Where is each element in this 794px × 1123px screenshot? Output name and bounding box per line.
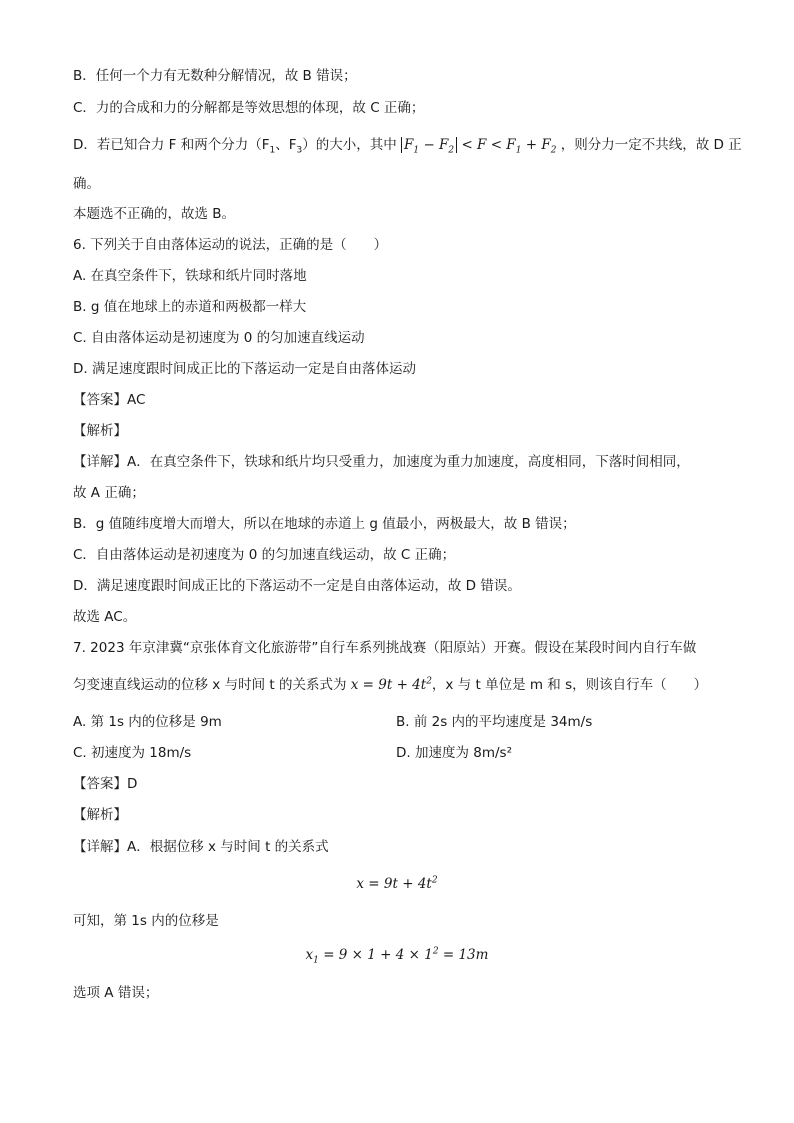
- text-line: 本题选不正确的，故选 B。: [73, 206, 236, 222]
- question-7-cont: 匀变速直线运动的位移 x 与时间 t 的关系式为 $x = 9t + 4t^2$，x 与 t 单位是 m 和 s，则该自行车（ ）: [73, 676, 708, 693]
- answer-label: 【答案】AC: [73, 392, 146, 408]
- text-segment: D．若已知合力 F 和两个分力（F: [73, 137, 270, 153]
- detail-text: C．自由落体运动是初速度为 0 的匀加速直线运动，故 C 正确；: [73, 547, 456, 563]
- analysis-label: 【解析】: [73, 423, 127, 439]
- detail-text: 【详解】A．根据位移 x 与时间 t 的关系式: [73, 839, 329, 855]
- detail-text: D．满足速度跟时间成正比的下落运动不一定是自由落体运动，故 D 错误。: [73, 578, 521, 594]
- analysis-label: 【解析】: [73, 807, 127, 823]
- option-d: D. 满足速度跟时间成正比的下落运动一定是自由落体运动: [73, 361, 416, 377]
- equation-display: $x_1 = 9 \times 1 + 4 \times 1^2 = 13m$: [305, 946, 489, 966]
- detail-text: 故选 AC。: [73, 609, 137, 625]
- option-d: D. 加速度为 8m/s²: [396, 745, 513, 761]
- option-a: A. 第 1s 内的位移是 9m: [73, 714, 222, 730]
- detail-text: 选项 A 错误；: [73, 985, 159, 1001]
- question-7: 7. 2023 年京津冀“京张体育文化旅游带”自行车系列挑战赛（阳原站）开赛。假设在某段时间内自行车做: [73, 640, 697, 656]
- option-c: C. 初速度为 18m/s: [73, 745, 192, 761]
- detail-text: 可知，第 1s 内的位移是: [73, 913, 219, 929]
- detail-text: 【详解】A．在真空条件下，铁球和纸片均只受重力，加速度为重力加速度，高度相同，下落时间相同，: [73, 454, 690, 470]
- detail-text: B．g 值随纬度增大而增大，所以在地球的赤道上 g 值最小，两极最大，故 B 错误；: [73, 516, 576, 532]
- detail-text: 故 A 正确；: [73, 485, 145, 501]
- text-line-with-formula: D．若已知合力 F 和两个分力（$F_1$、$F_3$）的大小，其中 $F_1 - F_2 < F < F_1 + F_2$ ，则分力一定不共线，故 D 正: [73, 137, 742, 156]
- equation-display: $x = 9t + 4t^2$: [356, 875, 438, 892]
- text-line: 确。: [73, 176, 100, 192]
- option-a: A. 在真空条件下，铁球和纸片同时落地: [73, 268, 307, 284]
- option-b: B. g 值在地球上的赤道和两极都一样大: [73, 299, 307, 315]
- question-6: 6. 下列关于自由落体运动的说法，正确的是（ ）: [73, 237, 388, 253]
- text-segment: ）的大小，其中: [302, 137, 397, 153]
- text-segment: 、F: [275, 137, 297, 153]
- inequality-formula: $F_1 - F_2 < F < F_1 + F_2$: [401, 137, 556, 153]
- text-line: B．任何一个力有无数种分解情况，故 B 错误；: [73, 68, 357, 84]
- option-b: B. 前 2s 内的平均速度是 34m/s: [396, 714, 593, 730]
- text-line: C．力的合成和力的分解都是等效思想的体现，故 C 正确；: [73, 100, 425, 116]
- text-segment: ，则分力一定不共线，故 D 正: [560, 137, 742, 153]
- motion-equation: $x = 9t + 4t^2$: [350, 676, 432, 693]
- option-c: C. 自由落体运动是初速度为 0 的匀加速直线运动: [73, 330, 365, 346]
- answer-label: 【答案】D: [73, 776, 138, 792]
